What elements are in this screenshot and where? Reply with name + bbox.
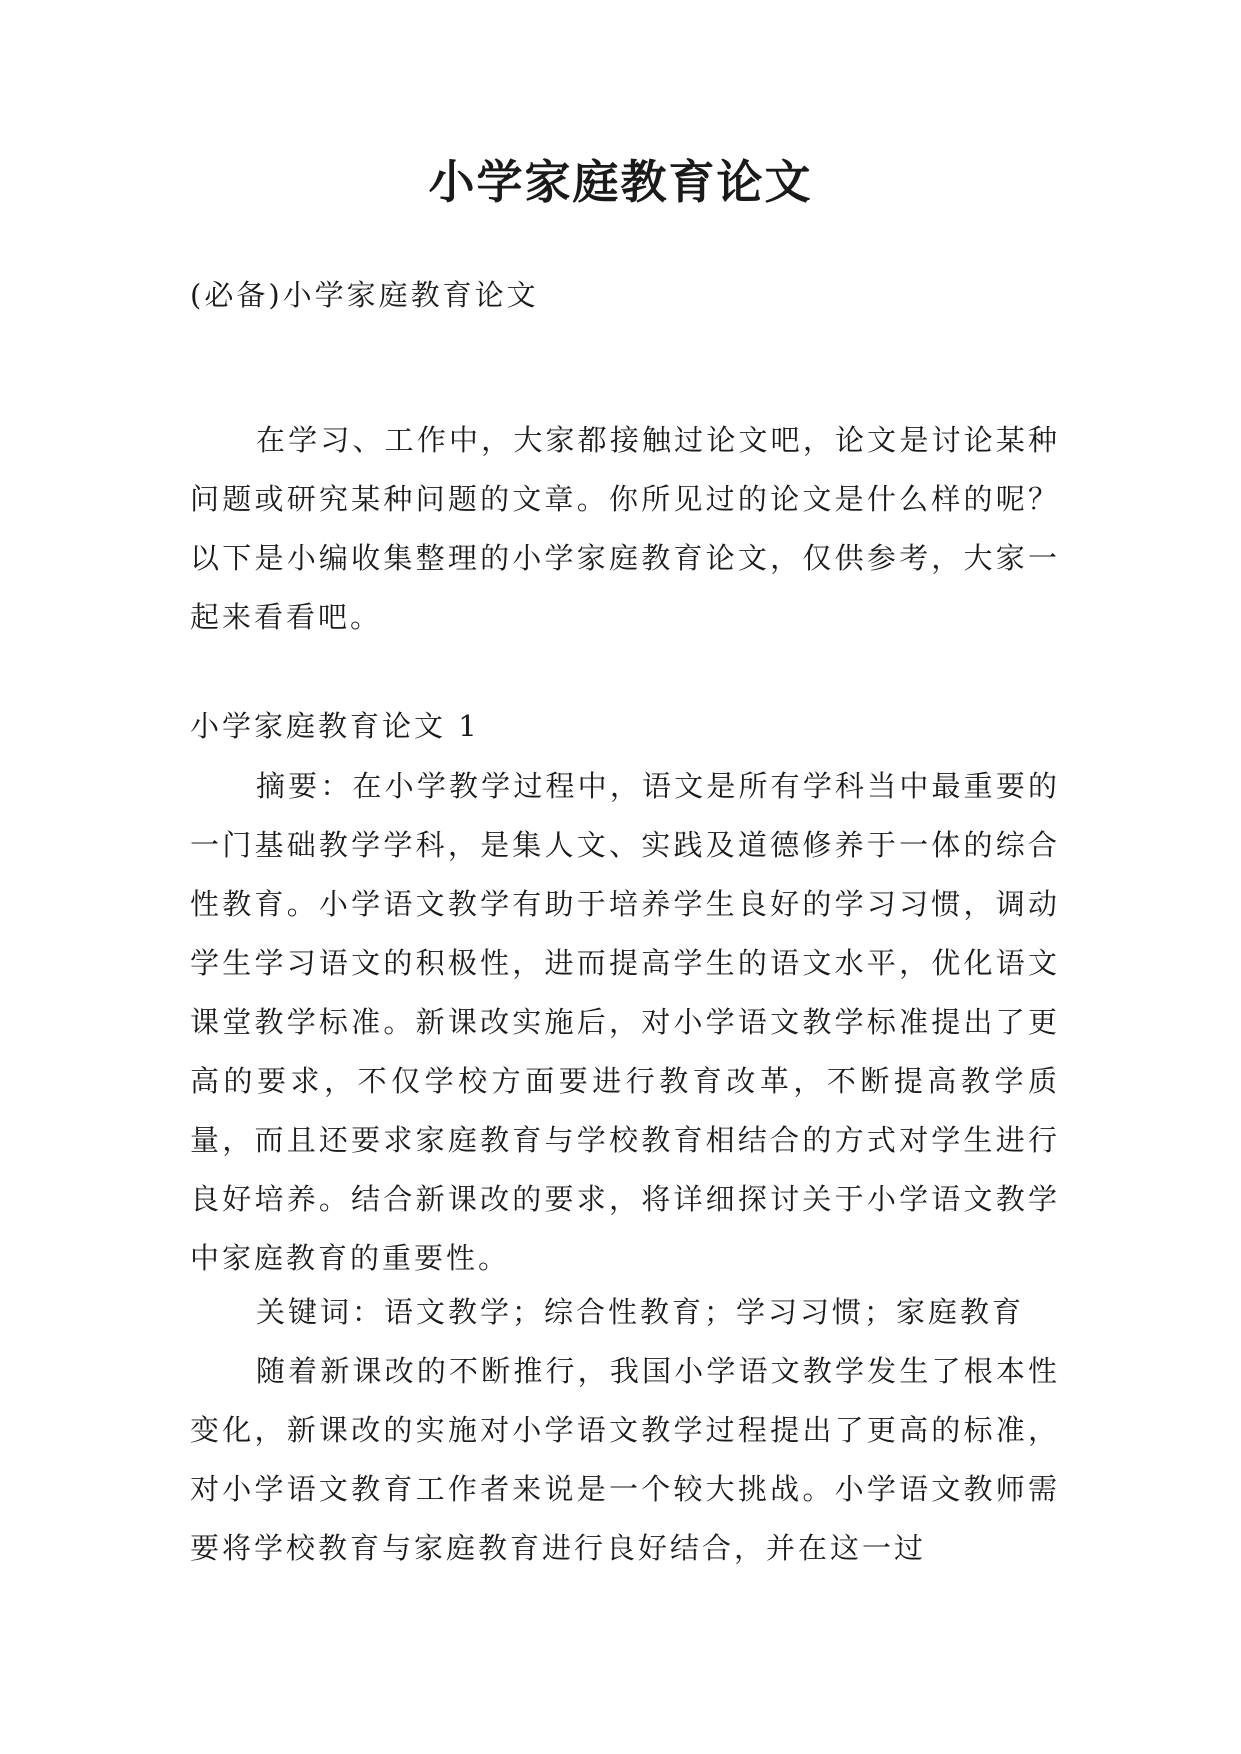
intro-paragraph: 在学习、工作中，大家都接触过论文吧，论文是讨论某种问题或研究某种问题的文章。你所见过的论文是什么样的呢？以下是小编收集整理的小学家庭教育论文，仅供参考，大家一起来看看吧。 xyxy=(190,423,1060,634)
section-heading: 小学家庭教育论文 1 xyxy=(190,709,480,743)
document-subtitle: (必备)小学家庭教育论文 xyxy=(190,278,539,312)
body-paragraph: 随着新课改的不断推行，我国小学语文教学发生了根本性变化，新课改的实施对小学语文教学过程提出了更高的标准，对小学语文教育工作者来说是一个较大挑战。小学语文教师需要将学校教育与家庭教育进行良好结合，并在这一过 xyxy=(190,1354,1060,1565)
keywords-line: 关键词：语文教学；综合性教育；学习习惯；家庭教育 xyxy=(256,1295,1025,1329)
abstract-paragraph: 摘要：在小学教学过程中，语文是所有学科当中最重要的一门基础教学学科，是集人文、实践及道德修养于一体的综合性教育。小学语文教学有助于培养学生良好的学习习惯，调动学生学习语文的积极性，进而提高学生的语文水平，优化语文课堂教学标准。新课改实施后，对小学语文教学标准提出了更高的要求，不仅学校方面要进行教育改革，不断提高教学质量，而且还要求家庭教育与学校教育相结合的方式对学生进行良好培养。结合新课改的要求，将详细探讨关于小学语文教学中家庭教育的重要性。 xyxy=(190,769,1060,1275)
document-title: 小学家庭教育论文 xyxy=(428,155,813,209)
